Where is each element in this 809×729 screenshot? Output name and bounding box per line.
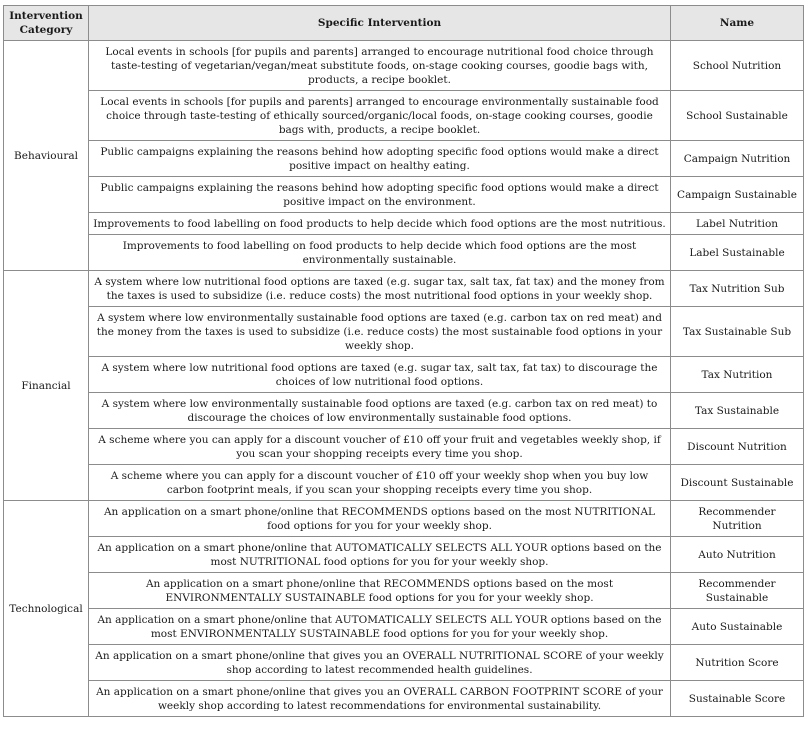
intervention-cell: Local events in schools [for pupils and parents] arranged to encourage nutritional food choice through taste-testing of vegetarian/vegan/meat substitute foods, on-stage cooking courses, goodie bags with, products, a recipe booklet.	[89, 41, 671, 91]
table-body	[4, 41, 804, 717]
interventions-table	[3, 5, 804, 717]
table-row	[4, 429, 804, 465]
name-cell: School Sustainable	[671, 91, 804, 141]
table-row	[4, 307, 804, 357]
table-row	[4, 465, 804, 501]
name-cell: Label Sustainable	[671, 235, 804, 271]
name-cell: Nutrition Score	[671, 645, 804, 681]
name-cell: Campaign Sustainable	[671, 177, 804, 213]
table-row	[4, 271, 804, 307]
table-row	[4, 357, 804, 393]
intervention-cell: A system where low environmentally sustainable food options are taxed (e.g. carbon tax on red meat) and the money from the taxes is used to subsidize (i.e. reduce costs) the most sustainable food options in your weekly shop.	[89, 307, 671, 357]
name-cell: Recommender Sustainable	[671, 573, 804, 609]
table-row	[4, 681, 804, 717]
table-row	[4, 177, 804, 213]
table-row	[4, 235, 804, 271]
category-cell: Behavioural	[4, 41, 89, 271]
intervention-cell: A system where low nutritional food options are taxed (e.g. sugar tax, salt tax, fat tax) and the money from the taxes is used to subsidize (i.e. reduce costs) the most nutritional food options in your weekly shop.	[89, 271, 671, 307]
intervention-cell: An application on a smart phone/online that AUTOMATICALLY SELECTS ALL YOUR options based on the most NUTRITIONAL food options for you for your weekly shop.	[89, 537, 671, 573]
header-row	[4, 6, 804, 41]
name-cell: Recommender Nutrition	[671, 501, 804, 537]
name-cell: Auto Sustainable	[671, 609, 804, 645]
table-row	[4, 501, 804, 537]
intervention-cell: A system where low environmentally sustainable food options are taxed (e.g. carbon tax on red meat) to discourage the choices of low environmentally sustainable food options.	[89, 393, 671, 429]
name-cell: Tax Nutrition Sub	[671, 271, 804, 307]
category-cell: Technological	[4, 501, 89, 717]
table-row	[4, 393, 804, 429]
name-cell: Campaign Nutrition	[671, 141, 804, 177]
table-row	[4, 573, 804, 609]
table-row	[4, 645, 804, 681]
table-row	[4, 41, 804, 91]
header-category: Intervention Category	[4, 6, 89, 41]
intervention-cell: An application on a smart phone/online that AUTOMATICALLY SELECTS ALL YOUR options based on the most ENVIRONMENTALLY SUSTAINABLE food options for you for your weekly shop.	[89, 609, 671, 645]
table-row	[4, 141, 804, 177]
name-cell: Tax Sustainable	[671, 393, 804, 429]
intervention-cell: An application on a smart phone/online that gives you an OVERALL CARBON FOOTPRINT SCORE of your weekly shop according to latest recommendations for environmental sustainability.	[89, 681, 671, 717]
header-name: Name	[671, 6, 804, 41]
intervention-cell: A scheme where you can apply for a discount voucher of £10 off your fruit and vegetables weekly shop, if you scan your shopping receipts every time you shop.	[89, 429, 671, 465]
intervention-cell: An application on a smart phone/online that RECOMMENDS options based on the most ENVIRONMENTALLY SUSTAINABLE food options for you for your weekly shop.	[89, 573, 671, 609]
table-row	[4, 91, 804, 141]
name-cell: Label Nutrition	[671, 213, 804, 235]
intervention-cell: Improvements to food labelling on food products to help decide which food options are the most nutritious.	[89, 213, 671, 235]
intervention-cell: Public campaigns explaining the reasons behind how adopting specific food options would make a direct positive impact on the environment.	[89, 177, 671, 213]
intervention-cell: Improvements to food labelling on food products to help decide which food options are the most environmentally sustainable.	[89, 235, 671, 271]
intervention-cell: Local events in schools [for pupils and parents] arranged to encourage environmentally sustainable food choice through taste-testing of ethically sourced/organic/local foods, on-stage cooking courses, goodie bags with, products, a recipe booklet.	[89, 91, 671, 141]
name-cell: Tax Sustainable Sub	[671, 307, 804, 357]
intervention-cell: An application on a smart phone/online that RECOMMENDS options based on the most NUTRITIONAL food options for you for your weekly shop.	[89, 501, 671, 537]
intervention-cell: A system where low nutritional food options are taxed (e.g. sugar tax, salt tax, fat tax) to discourage the choices of low nutritional food options.	[89, 357, 671, 393]
name-cell: Discount Nutrition	[671, 429, 804, 465]
table-row	[4, 609, 804, 645]
intervention-cell: A scheme where you can apply for a discount voucher of £10 off your weekly shop when you buy low carbon footprint meals, if you scan your shopping receipts every time you shop.	[89, 465, 671, 501]
intervention-cell: Public campaigns explaining the reasons behind how adopting specific food options would make a direct positive impact on healthy eating.	[89, 141, 671, 177]
name-cell: Auto Nutrition	[671, 537, 804, 573]
name-cell: Sustainable Score	[671, 681, 804, 717]
name-cell: Discount Sustainable	[671, 465, 804, 501]
header-intervention: Specific Intervention	[89, 6, 671, 41]
table-row	[4, 213, 804, 235]
table-row	[4, 537, 804, 573]
intervention-cell: An application on a smart phone/online that gives you an OVERALL NUTRITIONAL SCORE of your weekly shop according to latest recommended health guidelines.	[89, 645, 671, 681]
table-header	[4, 6, 804, 41]
name-cell: Tax Nutrition	[671, 357, 804, 393]
category-cell: Financial	[4, 271, 89, 501]
name-cell: School Nutrition	[671, 41, 804, 91]
